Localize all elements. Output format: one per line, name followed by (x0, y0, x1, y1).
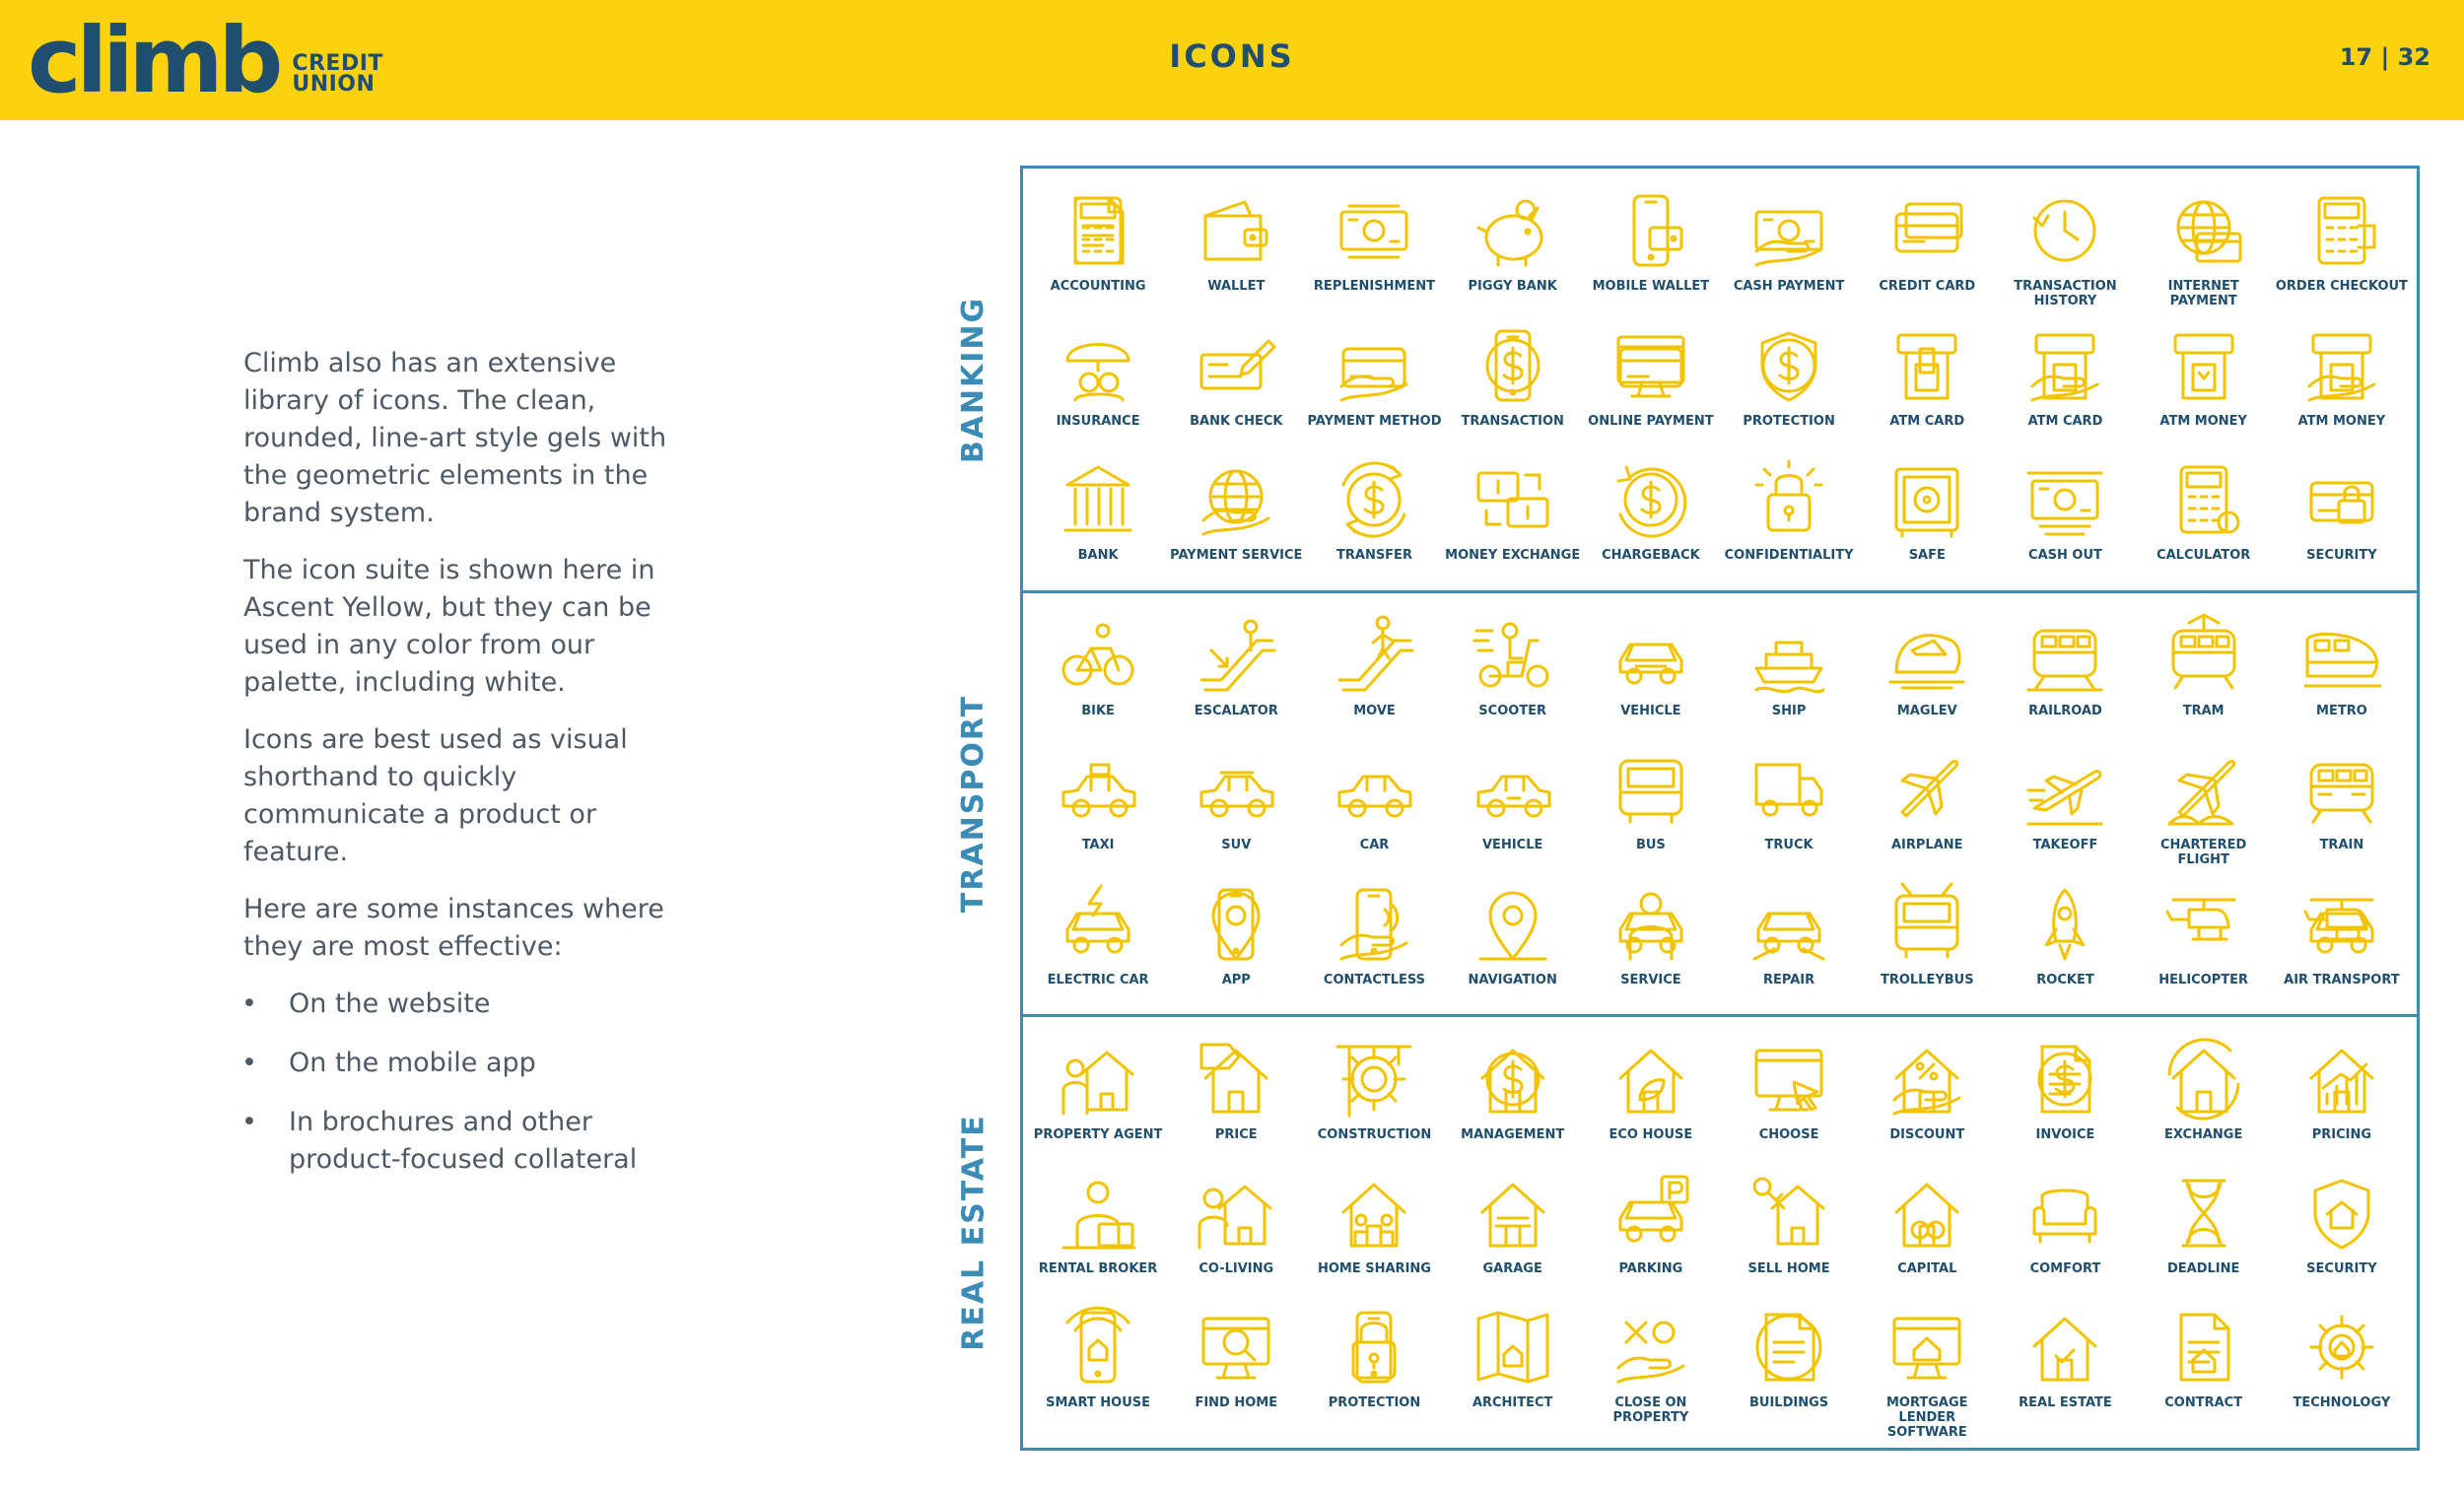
management-icon (1469, 1035, 1557, 1123)
icon-tile (1858, 313, 1996, 448)
icon-tile (1167, 872, 1305, 1006)
icon-tile (1720, 178, 1858, 313)
mobile-wallet-icon (1607, 186, 1695, 275)
tram-icon (2159, 611, 2248, 700)
co-living-icon (1192, 1169, 1280, 1258)
icon-tile (1720, 603, 1858, 737)
vehicle-front-icon (1607, 611, 1695, 700)
icon-label: TAXI (1081, 838, 1115, 853)
icon-label: BUILDINGS (1749, 1395, 1829, 1410)
airplane-icon (1882, 745, 1971, 834)
icon-label: SECURITY (2306, 1261, 2377, 1276)
icon-tile (1858, 1295, 1996, 1440)
icon-tile (1582, 313, 1720, 448)
icon-label: CLOSE ON PROPERTY (1612, 1395, 1689, 1425)
icon-label: COMFORT (2029, 1261, 2101, 1276)
suv-icon (1192, 745, 1280, 834)
icon-label: PRICING (2311, 1127, 2372, 1142)
find-home-icon (1192, 1303, 1280, 1392)
bike-icon (1054, 611, 1142, 700)
vehicle-icon (1469, 745, 1557, 834)
train-icon (2297, 745, 2386, 834)
railroad-icon (2020, 611, 2109, 700)
icon-tile (1444, 1295, 1582, 1440)
bullet-item: • On the website (243, 986, 697, 1023)
garage-icon (1469, 1169, 1557, 1258)
icon-label: METRO (2316, 704, 2367, 718)
icon-tile (2273, 447, 2411, 582)
icon-tile (1720, 1295, 1858, 1440)
icon-tile (1858, 737, 1996, 871)
icon-tile (1444, 313, 1582, 448)
icon-label: MORTGAGE LENDER SOFTWARE (1885, 1395, 1968, 1440)
piggy-bank-icon (1469, 186, 1557, 275)
icon-tile (2135, 1161, 2273, 1295)
logo-sub-line1: CREDIT (292, 51, 383, 76)
icon-label: SECURITY (2306, 548, 2377, 564)
icon-label: BANK CHECK (1190, 413, 1283, 429)
icon-label: ROCKET (2036, 972, 2094, 987)
online-payment-icon (1607, 321, 1695, 410)
icon-label: CHARTERED FLIGHT (2160, 838, 2247, 868)
payment-method-icon (1330, 321, 1418, 410)
icon-label: TRUCK (1764, 838, 1814, 853)
icon-label: PRICE (1214, 1127, 1258, 1142)
logo-sub-line2: UNION (292, 72, 376, 97)
icon-tile (1720, 737, 1858, 871)
comfort-icon (2020, 1169, 2109, 1258)
smart-house-icon (1054, 1303, 1142, 1392)
icon-label: GARAGE (1482, 1261, 1542, 1276)
icon-tile (1305, 447, 1443, 582)
icon-grid (1023, 169, 2417, 590)
logo-wordmark: climb (28, 8, 279, 113)
icon-tile (1029, 178, 1167, 313)
page-title: ICONS (1169, 37, 1295, 75)
icon-tile (2135, 313, 2273, 448)
escalator-icon (1192, 611, 1280, 700)
bullet-item: • On the mobile app (243, 1045, 697, 1082)
icon-label: SCOOTER (1478, 704, 1547, 718)
icon-label: CONSTRUCTION (1317, 1127, 1432, 1142)
icon-tile (1167, 447, 1305, 582)
property-agent-icon (1054, 1035, 1142, 1123)
air-transport-icon (2297, 880, 2386, 969)
icon-tile (1582, 872, 1720, 1006)
icon-label: BIKE (1081, 704, 1115, 718)
icon-label: ATM MONEY (2159, 413, 2247, 429)
close-on-property-icon (1607, 1303, 1695, 1392)
icon-label: MANAGEMENT (1461, 1127, 1565, 1142)
icon-label: ATM CARD (1889, 413, 1965, 429)
icon-tile (1720, 1161, 1858, 1295)
order-checkout-icon (2297, 186, 2386, 275)
icon-tile (1582, 1295, 1720, 1440)
icon-label: WALLET (1207, 279, 1266, 294)
bank-icon (1054, 455, 1142, 544)
icon-tile (2273, 1295, 2411, 1440)
icon-tile (2273, 1027, 2411, 1161)
icon-label: DISCOUNT (1889, 1127, 1965, 1142)
paragraph: Here are some instances where they are most effective: (243, 894, 664, 962)
invoice-icon (2020, 1035, 2109, 1123)
atm-money-icon (2159, 321, 2248, 410)
icon-tile (1029, 872, 1167, 1006)
sell-home-icon (1745, 1169, 1833, 1258)
icon-tile (1305, 1295, 1443, 1440)
icon-label: MONEY EXCHANGE (1445, 548, 1581, 564)
icon-tile (2273, 737, 2411, 871)
security-card-icon (2297, 455, 2386, 544)
icon-tile (1996, 1295, 2134, 1440)
section-real-estate (956, 1014, 2417, 1448)
intro-text (243, 345, 697, 1200)
technology-icon (2297, 1303, 2386, 1392)
transaction-history-icon (2020, 186, 2109, 275)
icon-tile (1720, 447, 1858, 582)
icon-label: PROTECTION (1328, 1395, 1421, 1410)
icon-label: SELL HOME (1747, 1261, 1830, 1276)
icon-grid (1023, 593, 2417, 1014)
icon-label: HOME SHARING (1317, 1261, 1431, 1276)
real-estate-icon (2020, 1303, 2109, 1392)
icon-label: REPAIR (1763, 972, 1815, 987)
icon-tile (1444, 178, 1582, 313)
icon-tile (1996, 603, 2134, 737)
car-icon (1330, 745, 1418, 834)
icon-tile (1029, 1161, 1167, 1295)
icon-label: CAR (1359, 838, 1390, 853)
icon-label: SUV (1221, 838, 1252, 853)
paragraph: Climb also has an extensive library of icons. The clean, rounded, line-art style gels with the geometric elements in the brand system. (243, 348, 667, 528)
icon-label: INTERNET PAYMENT (2167, 279, 2239, 308)
atm-card-icon (1882, 321, 1971, 410)
contract-icon (2159, 1303, 2248, 1392)
icon-tile (1029, 603, 1167, 737)
cash-out-icon (2020, 455, 2109, 544)
icon-tile (2273, 1161, 2411, 1295)
icon-label: TRAIN (2319, 838, 2364, 853)
icon-label: TRAM (2182, 704, 2224, 718)
icon-tile (2135, 178, 2273, 313)
icon-label: REPLENISHMENT (1313, 279, 1436, 294)
service-icon (1607, 880, 1695, 969)
credit-card-icon (1882, 186, 1971, 275)
icon-tile (1996, 1027, 2134, 1161)
page-number: 17 | 32 (2339, 43, 2430, 71)
icon-tile (1444, 737, 1582, 871)
icon-label: TROLLEYBUS (1880, 972, 1974, 987)
icon-label: SHIP (1771, 704, 1807, 718)
wallet-icon (1192, 186, 1280, 275)
icon-tile (1858, 1027, 1996, 1161)
exchange-icon (2159, 1035, 2248, 1123)
icon-tile (1582, 603, 1720, 737)
icon-tile (2135, 872, 2273, 1006)
icon-tile (1167, 1161, 1305, 1295)
icon-tile (1167, 1027, 1305, 1161)
icon-label: DEADLINE (2166, 1261, 2240, 1276)
icon-tile (2273, 603, 2411, 737)
icon-tile (1858, 1161, 1996, 1295)
icon-label: ECO HOUSE (1608, 1127, 1693, 1142)
parking-icon (1607, 1169, 1695, 1258)
paragraph: Icons are best used as visual shorthand to quickly communicate a product or feature. (243, 724, 628, 867)
icon-label: BANK (1077, 548, 1119, 564)
icon-label: PAYMENT SERVICE (1170, 548, 1303, 564)
icon-tile (1167, 603, 1305, 737)
icon-label: TAKEOFF (2032, 838, 2098, 853)
icon-label: VEHICLE (1482, 838, 1543, 853)
bus-icon (1607, 745, 1695, 834)
maglev-icon (1882, 611, 1971, 700)
chartered-flight-icon (2159, 745, 2248, 834)
icon-label: ATM MONEY (2297, 413, 2386, 429)
icon-library-panel (956, 166, 2420, 1451)
icon-tile (1305, 872, 1443, 1006)
rocket-icon (2020, 880, 2109, 969)
icon-label: MOVE (1353, 704, 1396, 718)
icon-label: RAILROAD (2028, 704, 2102, 718)
payment-service-icon (1192, 455, 1280, 544)
icon-tile (1444, 1027, 1582, 1161)
accounting-icon (1054, 186, 1142, 275)
rental-broker-icon (1054, 1169, 1142, 1258)
section-label: TRANSPORT (956, 694, 992, 914)
icon-tile (2135, 1295, 2273, 1440)
section-label: BANKING (956, 296, 992, 463)
home-sharing-icon (1330, 1169, 1418, 1258)
icon-tile (1858, 178, 1996, 313)
icon-tile (1996, 737, 2134, 871)
capital-icon (1882, 1169, 1971, 1258)
discount-icon (1882, 1035, 1971, 1123)
icon-label: BUS (1635, 838, 1666, 853)
icon-label: CO-LIVING (1198, 1261, 1274, 1276)
climb-logo (28, 8, 383, 113)
icon-tile (1305, 737, 1443, 871)
icon-label: MOBILE WALLET (1592, 279, 1710, 294)
ship-icon (1745, 611, 1833, 700)
icon-label: CONTRACT (2164, 1395, 2243, 1410)
mortgage-lender-software-icon (1882, 1303, 1971, 1392)
truck-icon (1745, 745, 1833, 834)
replenishment-icon (1330, 186, 1418, 275)
app-icon (1192, 880, 1280, 969)
icon-label: TECHNOLOGY (2293, 1395, 2391, 1410)
icon-label: VEHICLE (1620, 704, 1681, 718)
icon-label: RENTAL BROKER (1038, 1261, 1158, 1276)
security-shield-icon (2297, 1169, 2386, 1258)
icon-label: SERVICE (1620, 972, 1681, 987)
icon-tile (2273, 313, 2411, 448)
bank-check-icon (1192, 321, 1280, 410)
chargeback-icon (1607, 455, 1695, 544)
section-label: REAL ESTATE (956, 1114, 992, 1351)
icon-label: AIR TRANSPORT (2284, 972, 2400, 987)
icon-label: CAPITAL (1897, 1261, 1957, 1276)
icon-label: CREDIT CARD (1879, 279, 1976, 294)
icon-label: ELECTRIC CAR (1047, 972, 1149, 987)
icon-label: ATM CARD (2027, 413, 2103, 429)
safe-icon (1882, 455, 1971, 544)
icon-label: TRANSFER (1336, 548, 1412, 564)
icon-label: CHARGEBACK (1602, 548, 1700, 564)
icon-tile (1996, 1161, 2134, 1295)
icon-tile (1996, 447, 2134, 582)
bullet-list (243, 986, 697, 1179)
icon-label: INSURANCE (1056, 413, 1140, 429)
icon-label: AIRPLANE (1891, 838, 1963, 853)
calculator-icon (2159, 455, 2248, 544)
icon-tile (1996, 313, 2134, 448)
repair-icon (1745, 880, 1833, 969)
icon-tile (1029, 737, 1167, 871)
icon-tile (2135, 737, 2273, 871)
icon-tile (1444, 1161, 1582, 1295)
move-icon (1330, 611, 1418, 700)
takeoff-icon (2020, 745, 2109, 834)
pricing-icon (2297, 1035, 2386, 1123)
icon-label: INVOICE (2035, 1127, 2095, 1142)
trolleybus-icon (1882, 880, 1971, 969)
icon-label: SAFE (1908, 548, 1946, 564)
icon-tile (1582, 1161, 1720, 1295)
icon-tile (1167, 737, 1305, 871)
icon-label: PROPERTY AGENT (1033, 1127, 1163, 1142)
icon-tile (2135, 447, 2273, 582)
icon-label: CONTACTLESS (1323, 972, 1426, 987)
choose-icon (1745, 1035, 1833, 1123)
icon-label: PROTECTION (1743, 413, 1835, 429)
icon-tile (1720, 1027, 1858, 1161)
icon-tile (1305, 1027, 1443, 1161)
icon-tile (2135, 603, 2273, 737)
insurance-icon (1054, 321, 1142, 410)
page-header (0, 0, 2464, 120)
icon-label: CHOOSE (1758, 1127, 1819, 1142)
icon-label: SMART HOUSE (1046, 1395, 1151, 1410)
icon-tile (1720, 872, 1858, 1006)
icon-label: CONFIDENTIALITY (1724, 548, 1854, 564)
icon-label: CASH PAYMENT (1733, 279, 1845, 294)
icon-tile (1167, 178, 1305, 313)
transaction-icon (1469, 321, 1557, 410)
icon-label: PARKING (1618, 1261, 1683, 1276)
icon-label: TRANSACTION HISTORY (2014, 279, 2117, 308)
icon-tile (1305, 1161, 1443, 1295)
icon-tile (1444, 447, 1582, 582)
icon-label: ORDER CHECKOUT (2275, 279, 2408, 294)
icon-tile (1720, 313, 1858, 448)
contactless-icon (1330, 880, 1418, 969)
icon-label: CASH OUT (2028, 548, 2102, 564)
construction-icon (1330, 1035, 1418, 1123)
icon-label: ESCALATOR (1194, 704, 1278, 718)
icon-grid (1023, 1017, 2417, 1448)
confidentiality-icon (1745, 455, 1833, 544)
internet-payment-icon (2159, 186, 2248, 275)
icon-tile (2273, 178, 2411, 313)
icon-label: TRANSACTION (1461, 413, 1564, 429)
icon-tile (1029, 447, 1167, 582)
taxi-icon (1054, 745, 1142, 834)
icon-tile (1029, 1295, 1167, 1440)
icon-label: REAL ESTATE (2019, 1395, 2112, 1410)
icon-tile (1582, 178, 1720, 313)
transfer-icon (1330, 455, 1418, 544)
icon-tile (1582, 737, 1720, 871)
atm-card-hand-icon (2020, 321, 2109, 410)
section-banking (956, 169, 2417, 590)
icon-tile (1582, 1027, 1720, 1161)
icon-tile (1305, 178, 1443, 313)
icon-tile (1029, 1027, 1167, 1161)
icon-tile (2273, 872, 2411, 1006)
icon-label: PIGGY BANK (1468, 279, 1557, 294)
icon-label: APP (1221, 972, 1251, 987)
icon-label: NAVIGATION (1468, 972, 1557, 987)
protection-lock-icon (1330, 1303, 1418, 1392)
icon-tile (2135, 1027, 2273, 1161)
deadline-icon (2159, 1169, 2248, 1258)
electric-car-icon (1054, 880, 1142, 969)
icon-tile (1305, 603, 1443, 737)
buildings-icon (1745, 1303, 1833, 1392)
helicopter-icon (2159, 880, 2248, 969)
icon-label: CALCULATOR (2156, 548, 2251, 564)
icon-tile (1167, 1295, 1305, 1440)
protection-icon (1745, 321, 1833, 410)
icon-tile (1305, 313, 1443, 448)
paragraph: The icon suite is shown here in Ascent Yellow, but they can be used in any color from our palette, including white. (243, 555, 655, 698)
logo-subtitle (292, 53, 383, 95)
price-icon (1192, 1035, 1280, 1123)
icon-label: MAGLEV (1896, 704, 1957, 718)
icon-label: ACCOUNTING (1050, 279, 1146, 294)
icon-tile (1996, 178, 2134, 313)
icon-label: PAYMENT METHOD (1307, 413, 1442, 429)
scooter-icon (1469, 611, 1557, 700)
atm-money-hand-icon (2297, 321, 2386, 410)
icon-tile (1444, 603, 1582, 737)
icon-tile (1858, 447, 1996, 582)
icon-tile (1444, 872, 1582, 1006)
metro-icon (2297, 611, 2386, 700)
money-exchange-icon (1469, 455, 1557, 544)
bullet-item: • In brochures and other product-focused collateral (243, 1104, 697, 1179)
architect-icon (1469, 1303, 1557, 1392)
icon-label: ARCHITECT (1472, 1395, 1553, 1410)
icon-tile (1029, 313, 1167, 448)
icon-label: FIND HOME (1195, 1395, 1278, 1410)
icon-label: EXCHANGE (2164, 1127, 2243, 1142)
section-transport (956, 590, 2417, 1014)
icon-tile (1582, 447, 1720, 582)
eco-house-icon (1607, 1035, 1695, 1123)
icon-label: ONLINE PAYMENT (1588, 413, 1714, 429)
icon-tile (1858, 872, 1996, 1006)
cash-payment-icon (1745, 186, 1833, 275)
icon-tile (1996, 872, 2134, 1006)
icon-label: HELICOPTER (2158, 972, 2249, 987)
icon-tile (1858, 603, 1996, 737)
icon-tile (1167, 313, 1305, 448)
navigation-icon (1469, 880, 1557, 969)
